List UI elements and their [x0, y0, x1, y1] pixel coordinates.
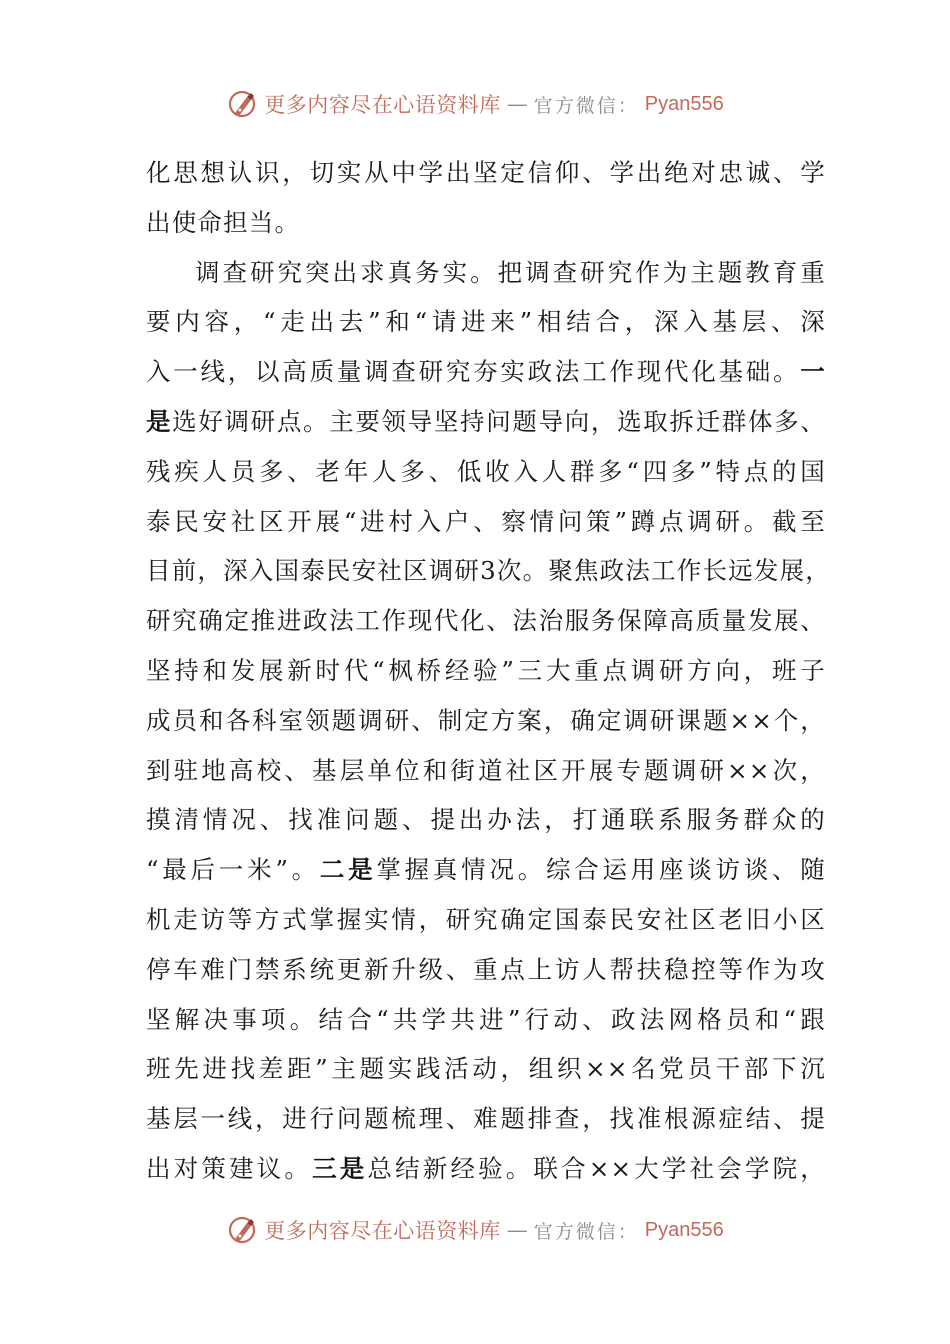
body-line: 班先进找差距”主题实践活动，组织××名党员干部下沉: [146, 1054, 826, 1084]
banner-separator: —: [506, 1218, 528, 1242]
body-line: 入一线，以高质量调查研究夯实政法工作现代化基础。一: [146, 357, 826, 387]
body-line: 基层一线，进行问题梳理、难题排查，找准根源症结、提: [146, 1104, 826, 1134]
banner-wechat-label: 官方微信：: [533, 1220, 639, 1243]
body-line: 调查研究突出求真务实。把调查研究作为主题教育重: [195, 257, 826, 287]
body-line: 到驻地高校、基层单位和街道社区开展专题调研××次，: [146, 755, 826, 785]
body-line: 泰民安社区开展“进村入户、察情问策”蹲点调研。截至: [146, 506, 826, 536]
bold-marker: 三是: [312, 1153, 368, 1183]
body-line: 研究确定推进政法工作现代化、法治服务保障高质量发展、: [146, 606, 826, 636]
body-line: 出使命担当。: [146, 207, 301, 237]
pen-nib-logo-icon: [226, 1214, 258, 1246]
body-line: 停车难门禁系统更新升级、重点上访人帮扶稳控等作为攻: [146, 954, 826, 984]
banner-title: 更多内容尽在心语资料库: [264, 1219, 501, 1243]
banner-title: 更多内容尽在心语资料库: [264, 93, 501, 117]
banner-wechat-label: 官方微信：: [533, 94, 639, 117]
body-line: 是选好调研点。主要领导坚持问题导向，选取拆迁群体多、: [146, 406, 826, 436]
banner-wechat-id: Pyan556: [644, 92, 724, 115]
bold-marker: 二是: [319, 855, 377, 885]
body-line: 出对策建议。三是总结新经验。联合××大学社会学院，: [146, 1153, 826, 1183]
banner-separator: —: [506, 92, 528, 116]
bold-marker: 一: [800, 357, 826, 387]
body-line: 坚持和发展新时代“枫桥经验”三大重点调研方向，班子: [146, 655, 826, 685]
body-line: 化思想认识，切实从中学出坚定信仰、学出绝对忠诚、学: [146, 158, 826, 187]
body-line: 残疾人员多、老年人多、低收入人群多“四多”特点的国: [146, 456, 826, 486]
banner-wechat-id: Pyan556: [644, 1218, 724, 1241]
body-line: 摸清情况、找准问题、提出办法，打通联系服务群众的: [146, 805, 826, 835]
body-line: 机走访等方式掌握实情，研究确定国泰民安社区老旧小区: [146, 904, 826, 934]
body-line: 坚解决事项。结合“共学共进”行动、政法网格员和“跟: [146, 1004, 826, 1034]
body-line: 成员和各科室领题调研、制定方案，确定调研课题××个，: [146, 705, 826, 735]
footer-banner: [0, 1210, 950, 1250]
body-line: 要内容，“走出去”和“请进来”相结合，深入基层、深: [146, 307, 826, 337]
pen-nib-logo-icon: [226, 88, 258, 120]
body-line: “最后一米”。二是掌握真情况。综合运用座谈访谈、随: [146, 855, 827, 885]
body-line: 目前，深入国泰民安社区调研3次。聚焦政法工作长远发展，: [146, 556, 831, 586]
header-banner: [0, 84, 950, 124]
document-body: [146, 148, 831, 1194]
bold-marker: 是: [146, 406, 173, 436]
